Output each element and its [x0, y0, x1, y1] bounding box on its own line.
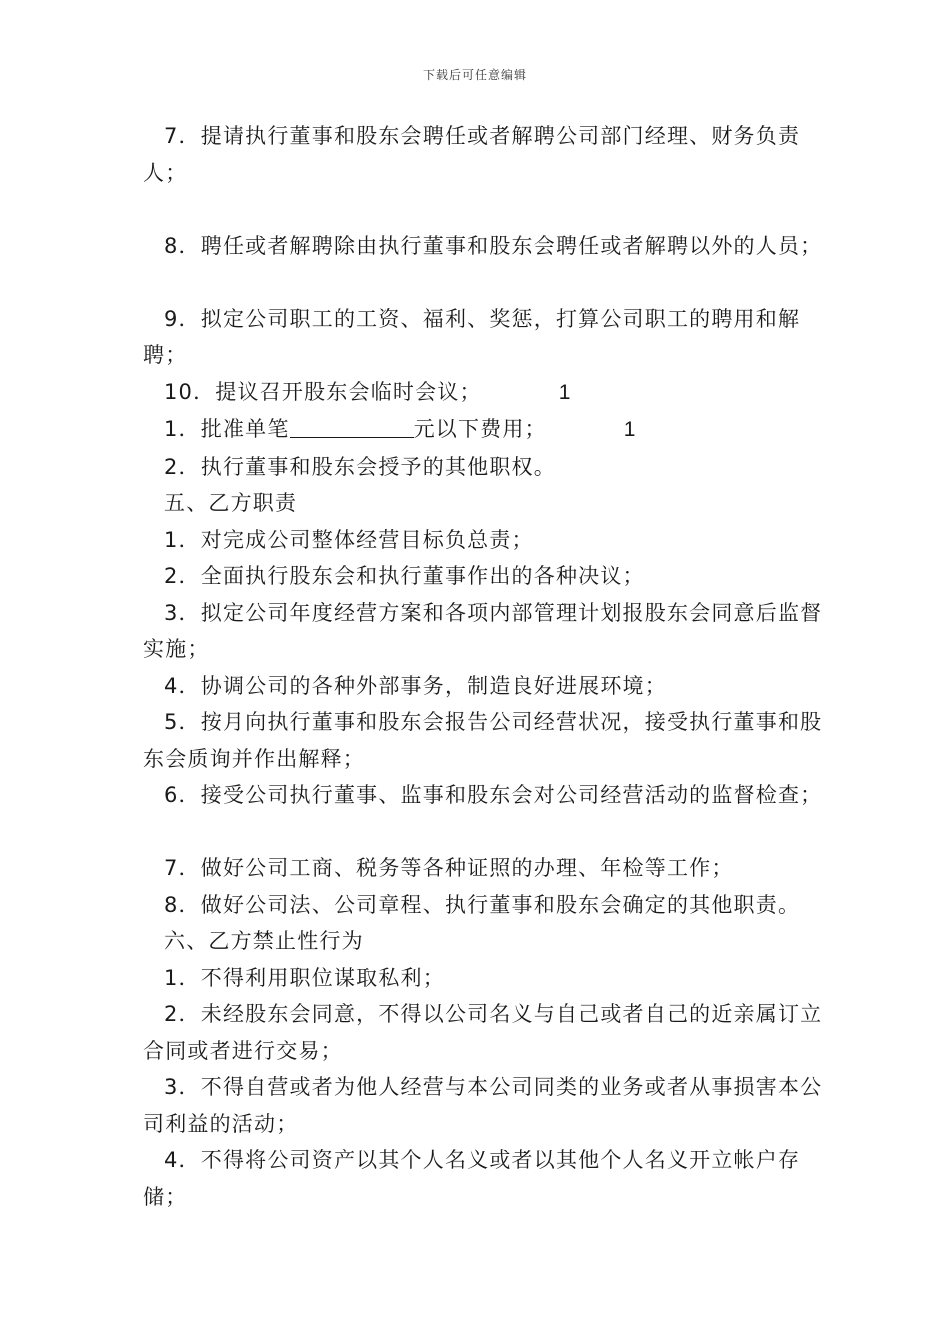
page-number: 1 [623, 418, 637, 441]
paragraph-item [143, 668, 823, 705]
paragraph-item [143, 1069, 823, 1142]
paragraph-item [143, 449, 823, 486]
paragraph-item [143, 850, 823, 887]
paragraph-item [143, 595, 823, 668]
paragraph-text: 4．协调公司的各种外部事务，制造良好进展环境； [164, 673, 667, 698]
paragraph-text: 3．拟定公司年度经营方案和各项内部管理计划报股东会同意后监督实施； [143, 600, 823, 661]
paragraph-text: 10．提议召开股东会临时会议； [164, 379, 482, 404]
paragraph-item [143, 704, 823, 777]
paragraph-item [143, 558, 823, 595]
paragraph-text: 2．全面执行股东会和执行董事作出的各种决议； [164, 564, 645, 588]
page-number: 1 [558, 380, 572, 404]
section-heading-6 [143, 923, 823, 960]
paragraph-text: 2．未经股东会同意，不得以公司名义与自己或者自己的近亲属订立合同或者进行交易； [143, 1002, 823, 1063]
section-heading-5 [143, 485, 823, 522]
paragraph-item [143, 1142, 823, 1215]
paragraph-text: 8．聘任或者解聘除由执行董事和股东会聘任或者解聘以外的人员； [164, 233, 823, 258]
paragraph-text: 1．批准单笔 [164, 417, 290, 441]
section-heading-text: 五、乙方职责 [164, 491, 298, 515]
paragraph-text: 3．不得自营或者为他人经营与本公司同类的业务或者从事损害本公司利益的活动； [143, 1075, 823, 1136]
fill-in-blank [290, 417, 414, 438]
paragraph-item [143, 960, 823, 997]
header-note: 下载后可任意编辑 [422, 68, 527, 82]
section-heading-text: 六、乙方禁止性行为 [164, 929, 364, 953]
paragraph-text: 8．做好公司法、公司章程、执行董事和股东会确定的其他职责。 [164, 892, 801, 917]
paragraph-text: 2．执行董事和股东会授予的其他职权。 [164, 454, 556, 479]
paragraph-text: 4．不得将公司资产以其个人名义或者以其他个人名义开立帐户存储； [143, 1148, 801, 1209]
paragraph-text: 元以下费用； [413, 417, 547, 441]
paragraph-text: 6．接受公司执行董事、监事和股东会对公司经营活动的监督检查； [164, 783, 823, 807]
document-body [143, 118, 823, 1215]
paragraph-item-8 [143, 228, 823, 265]
paragraph-item-9 [143, 301, 823, 374]
paragraph-text: 1．对完成公司整体经营目标负总责； [164, 527, 534, 552]
paragraph-item-approve [143, 411, 823, 449]
paragraph-item-10 [143, 374, 823, 412]
paragraph-item [143, 777, 823, 814]
paragraph-text: 7．提请执行董事和股东会聘任或者解聘公司部门经理、财务负责人； [143, 124, 801, 185]
paragraph-text: 7．做好公司工商、税务等各种证照的办理、年检等工作； [164, 856, 734, 880]
paragraph-item [143, 887, 823, 924]
paragraph-item [143, 522, 823, 559]
paragraph-text: 1．不得利用职位谋取私利； [164, 965, 445, 990]
paragraph-text: 9．拟定公司职工的工资、福利、奖惩，打算公司职工的聘用和解聘； [143, 306, 801, 367]
paragraph-item [143, 996, 823, 1069]
paragraph-item-7 [143, 118, 823, 191]
paragraph-text: 5．按月向执行董事和股东会报告公司经营状况，接受执行董事和股东会质询并作出解释； [143, 710, 823, 771]
